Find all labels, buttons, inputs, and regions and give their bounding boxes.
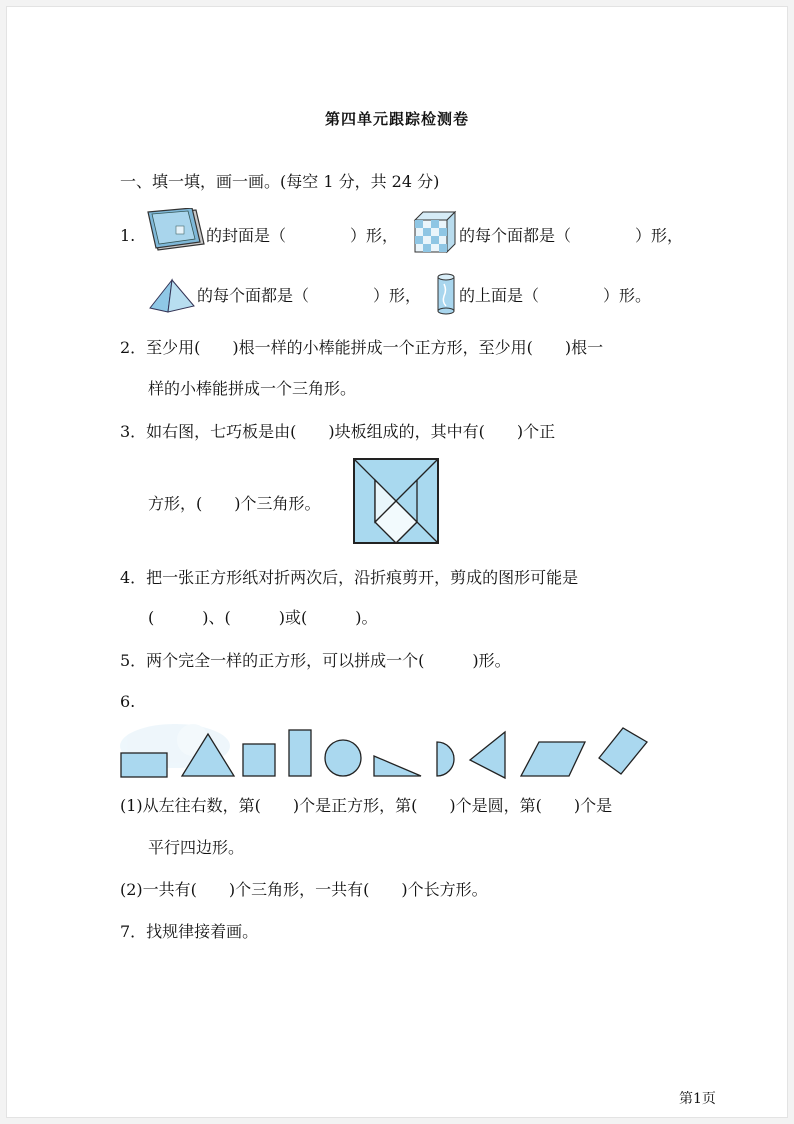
q7-text: 7．找规律接着画。 [120,922,259,941]
page-number: 第1页 [679,1091,716,1107]
q2-line1: 2．至少用( )根一样的小棒能拼成一个正方形，至少用( )根一 [120,338,604,357]
q1-number: 1. [120,226,136,245]
shape-10-rotated-rectangle [599,728,647,774]
q2-line2: 样的小棒能拼成一个三角形。 [148,379,357,398]
q3-line1: 3．如右图，七巧板是由( )块板组成的，其中有( )个正 [120,422,556,441]
page-title: 第四单元跟踪检测卷 [324,110,469,128]
shape-9-parallelogram [521,742,585,776]
q4-line2: ( )、( )或( )。 [148,608,378,627]
section-heading: 一、填一填，画一画。(每空 1 分，共 24 分) [120,172,440,191]
cube-icon [413,210,457,254]
shape-3-square [243,744,275,776]
shapes-row [115,720,675,782]
q6-sub2: (2)一共有( )个三角形，一共有( )个长方形。 [120,880,488,899]
q1-text-a: 的封面是（ ）形， [206,226,399,245]
q1-text-b: 的每个面都是（ ）形， [459,226,684,245]
q6-number: 6. [120,692,136,711]
shape-1-rectangle [121,753,167,777]
q6-sub1-line1: (1)从左往右数，第( )个是正方形，第( )个是圆，第( )个是 [120,796,613,815]
q5-text: 5．两个完全一样的正方形，可以拼成一个( )形。 [120,651,511,670]
shape-6-triangle [374,756,421,776]
shape-7-semicircle [437,742,454,776]
book-icon [146,208,206,254]
shape-5-circle [325,740,361,776]
q1-text-c: 的每个面都是（ ）形， [197,286,422,305]
q3-line2: 方形，( )个三角形。 [148,494,321,513]
tangram-icon [353,458,439,544]
q6-sub1-line2: 平行四边形。 [148,838,245,857]
pyramid-icon [148,278,196,314]
shape-8-triangle [470,732,505,778]
cylinder-icon [435,272,457,316]
q1-text-d: 的上面是（ ）形。 [459,286,652,305]
shape-4-rectangle [289,730,311,776]
q4-line1: 4．把一张正方形纸对折两次后，沿折痕剪开，剪成的图形可能是 [120,568,579,587]
